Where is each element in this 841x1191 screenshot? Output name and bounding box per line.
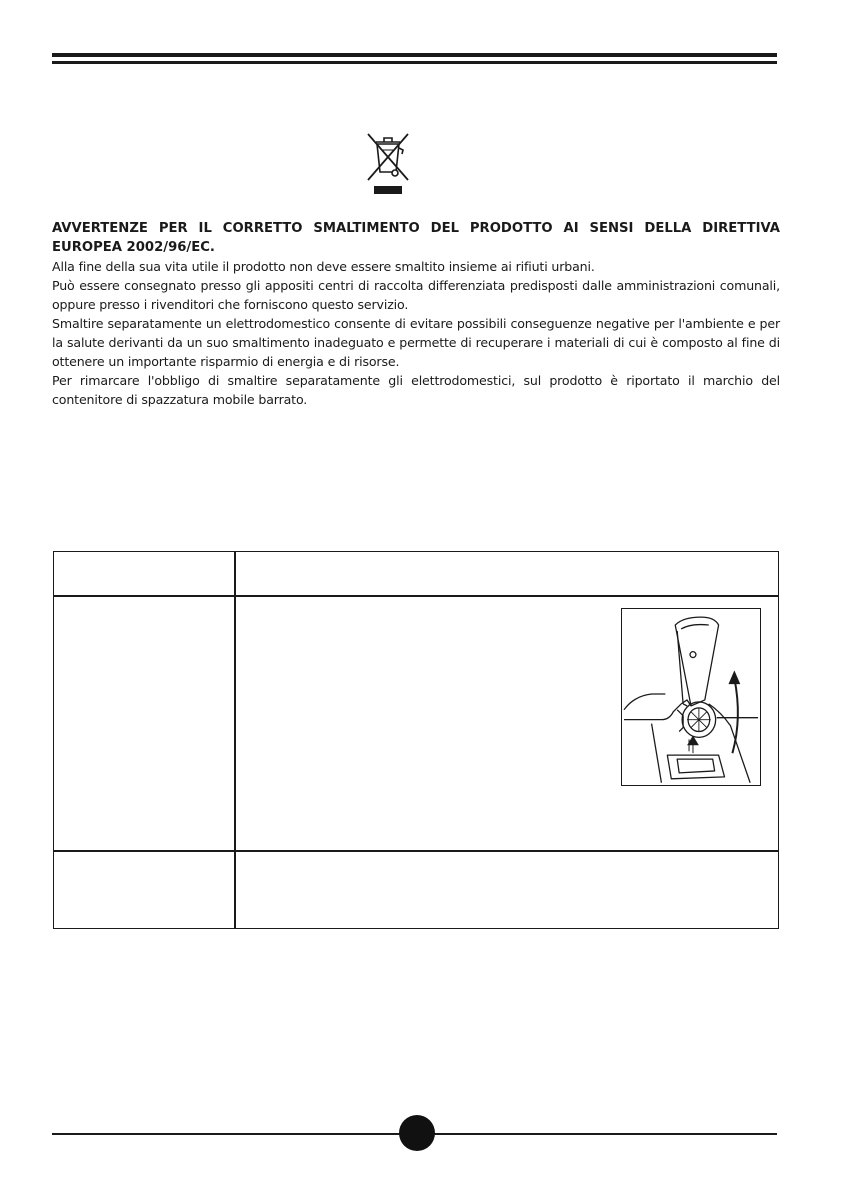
- table-row-divider: [54, 850, 778, 852]
- page-number-dot: [399, 1115, 435, 1151]
- notice-heading: AVVERTENZE PER IL CORRETTO SMALTIMENTO DEL PRODOTTO AI SENSI DELLA DIRETTIVA EUROPEA 2002/96/EC.: [52, 221, 780, 255]
- disposal-notice: [52, 219, 780, 409]
- notice-paragraph: Può essere consegnato presso gli appositi centri di raccolta differenziata predisposti dalle amministrazioni comunali, oppure presso i rivenditori che forniscono questo servizio.: [52, 278, 780, 312]
- header-rule-thick: [52, 53, 777, 57]
- crossed-out-wheeled-bin-icon: [362, 128, 414, 196]
- table-column-divider: [234, 552, 236, 928]
- filter-cover-illustration: [621, 608, 761, 786]
- notice-paragraph: Smaltire separatamente un elettrodomestico consente di evitare possibili conseguenze negative per l'ambiente e per la salute derivanti da un suo smaltimento inadeguato e permette di recuperare i materiali di cui è composto al fine di ottenere un importante risparmio di energia e di risorse.: [52, 316, 780, 369]
- table-row-divider: [54, 595, 778, 597]
- notice-paragraph: Per rimarcare l'obbligo di smaltire separatamente gli elettrodomestici, sul prodotto è riportato il marchio del contenitore di spazzatura mobile barrato.: [52, 373, 780, 407]
- header-rule-thin: [52, 61, 777, 64]
- troubleshooting-table: [53, 551, 779, 929]
- notice-paragraph: Alla fine della sua vita utile il prodotto non deve essere smaltito insieme ai rifiuti urbani.: [52, 259, 595, 274]
